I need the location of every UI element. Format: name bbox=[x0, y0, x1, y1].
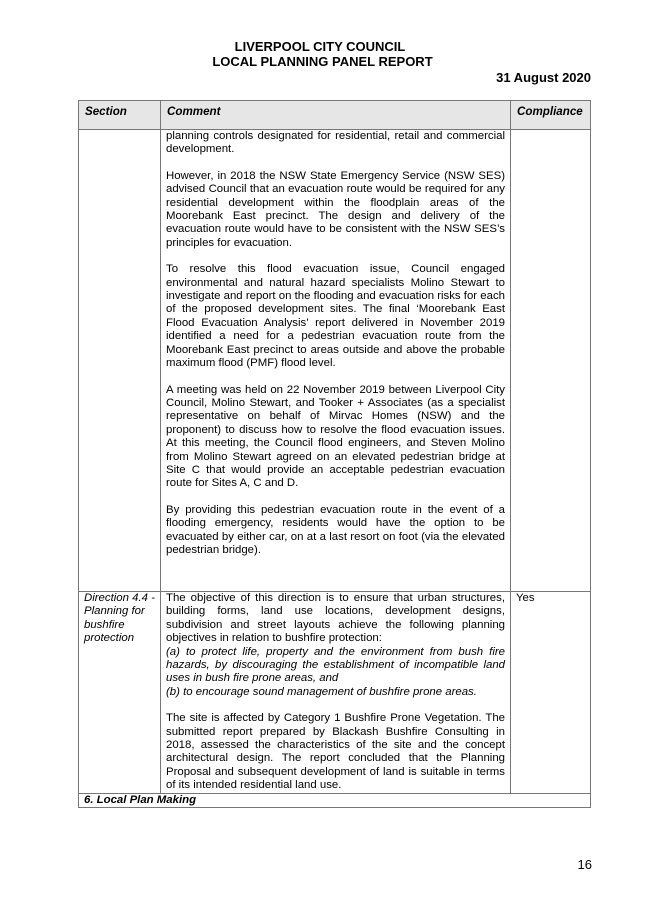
compliance-cell: Yes bbox=[511, 592, 591, 794]
comment-paragraph: However, in 2018 the NSW State Emergency Service (NSW SES) advised Council that an evacuation route would be required for any residential development within the floodplain areas of the Moorebank East precinct. The design and delivery of the evacuation route would have to be consistent with the NSW SES’s principles for evacuation. bbox=[166, 169, 505, 249]
table-subheading-row bbox=[79, 793, 591, 807]
table-row bbox=[79, 130, 591, 592]
report-date: 31 August 2020 bbox=[496, 70, 591, 85]
page-number: 16 bbox=[577, 857, 592, 872]
assessment-table bbox=[78, 100, 591, 808]
column-header-comment: Comment bbox=[161, 101, 511, 130]
comment-cell bbox=[161, 130, 511, 592]
comment-paragraph: The site is affected by Category 1 Bushfire Prone Vegetation. The submitted report prepared by Blackash Bushfire Consulting in 2018, assessed the characteristics of the site and the concept architectural design. The report concluded that the Planning Proposal and subsequent development of land is suitable in terms of its intended residential land use. bbox=[166, 712, 505, 792]
section-cell: Direction 4.4 - Planning for bushfire protection bbox=[79, 592, 161, 794]
report-header bbox=[0, 39, 653, 69]
section-subheading: 6. Local Plan Making bbox=[79, 793, 591, 807]
comment-paragraph: The objective of this direction is to ensure that urban structures, building forms, land use locations, development designs, subdivision and street layouts achieve the following planning objectives in relation to bushfire protection: bbox=[166, 592, 505, 645]
comment-cell bbox=[161, 592, 511, 794]
compliance-cell bbox=[511, 130, 591, 592]
column-header-section: Section bbox=[79, 101, 161, 130]
objective-b: (b) to encourage sound management of bushfire prone areas. bbox=[166, 685, 477, 698]
objective-a: (a) to protect life, property and the environment from bush fire hazards, by discouraging the establishment of incompatible land uses in bush fire prone areas, and bbox=[166, 645, 505, 685]
comment-paragraph: By providing this pedestrian evacuation route in the event of a flooding emergency, residents would have the option to be evacuated by either car, on at a last resort on foot (via the elevated pedestrian bridge). bbox=[166, 503, 505, 556]
comment-paragraph: planning controls designated for residential, retail and commercial development. bbox=[166, 130, 505, 156]
comment-paragraph: A meeting was held on 22 November 2019 between Liverpool City Council, Molino Stewart, and Tooker + Associates (as a specialist representative on behalf of Mirvac Homes (NSW) and the proponent) to discuss how to resolve the flood evacuation issues. At this meeting, the Council flood engineers, and Steven Molino from Molino Stewart agreed on an elevated pedestrian bridge at Site C that would provide an acceptable pedestrian evacuation route for Sites A, C and D. bbox=[166, 383, 505, 490]
table-header-row bbox=[79, 101, 591, 130]
table-row bbox=[79, 592, 591, 794]
section-cell bbox=[79, 130, 161, 592]
column-header-compliance: Compliance bbox=[511, 101, 591, 130]
comment-paragraph: To resolve this flood evacuation issue, Council engaged environmental and natural hazard specialists Molino Stewart to investigate and report on the flooding and evacuation risks for each of the proposed development sites. The final ‘Moorebank East Flood Evacuation Analysis’ report delivered in November 2019 identified a need for a pedestrian evacuation route from the Moorebank East precinct to areas outside and above the probable maximum flood (PMF) flood level. bbox=[166, 263, 505, 370]
report-title: LOCAL PLANNING PANEL REPORT bbox=[212, 54, 433, 69]
council-name: LIVERPOOL CITY COUNCIL bbox=[234, 39, 406, 54]
